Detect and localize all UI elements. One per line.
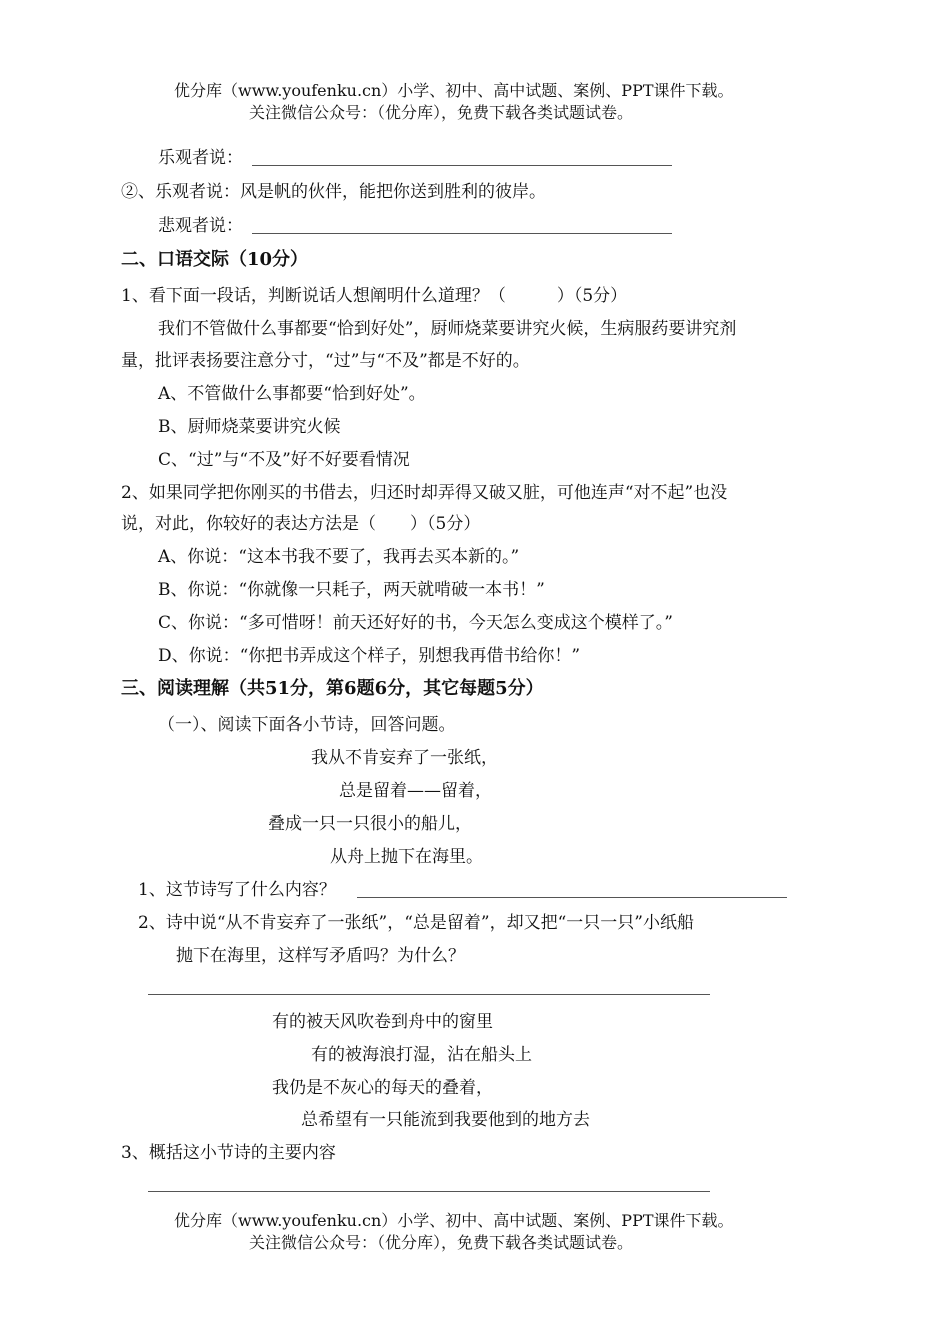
option-b: B、厨师烧菜要讲究火候 [158,417,341,437]
question-2-1: 1、看下面一段话，判断说话人想阐明什么道理？（ ）（5分） [121,286,628,306]
subsection-1: （一）、阅读下面各小节诗，回答问题。 [158,715,456,735]
pessimist-answer-blank[interactable] [252,233,672,234]
poem-2-line-1: 有的被天风吹卷到舟中的窗里 [272,1012,493,1032]
item-2: ②、乐观者说：风是帆的伙伴，能把你送到胜利的彼岸。 [121,182,546,202]
option-a: A、不管做什么事都要“恰到好处”。 [158,384,426,404]
section-2-title: 二、口语交际（10分） [121,249,309,270]
footer-line-2: 关注微信公众号：（优分库），免费下载各类试题试卷。 [249,1233,634,1252]
question-2-2-line-2: 说，对此，你较好的表达方法是（ ）（5分） [121,514,481,534]
header-line-2: 关注微信公众号：（优分库），免费下载各类试题试卷。 [249,103,634,122]
poem-1-line-1: 我从不肯妄弃了一张纸， [311,748,498,768]
question-3-2-line-1: 2、诗中说“从不肯妄弃了一张纸”，“总是留着”，却又把“一只一只”小纸船 [138,913,694,933]
pessimist-label: 悲观者说： [158,216,243,236]
poem-2-line-2: 有的被海浪打湿，沾在船头上 [311,1045,532,1065]
section-3-title: 三、阅读理解（共51分，第6题6分，其它每题5分） [121,678,544,699]
poem-1-line-2: 总是留着——留着， [339,781,492,801]
passage-line-2: 量，批评表扬要注意分寸，“过”与“不及”都是不好的。 [121,351,530,371]
question-2-2-line-1: 2、如果同学把你刚买的书借去，归还时却弄得又破又脏，可他连声“对不起”也没 [121,483,728,503]
poem-1-line-3: 叠成一只一只很小的船儿， [268,814,472,834]
poem-2-line-4: 总希望有一只能流到我要他到的地方去 [301,1110,590,1130]
option-d: D、你说：“你把书弄成这个样子，别想我再借书给你！” [158,646,581,666]
question-3-3-answer-blank[interactable] [148,1191,710,1192]
optimist-answer-blank[interactable] [252,165,672,166]
option-c: C、“过”与“不及”好不好要看情况 [158,450,410,470]
poem-2-line-3: 我仍是不灰心的每天的叠着， [272,1078,493,1098]
question-3-3: 3、概括这小节诗的主要内容 [121,1143,336,1163]
option-b: B、你说：“你就像一只耗子，两天就啃破一本书！” [158,580,545,600]
option-c: C、你说：“多可惜呀！前天还好好的书，今天怎么变成这个模样了。” [158,613,673,633]
optimist-label: 乐观者说： [158,148,243,168]
poem-1-line-4: 从舟上抛下在海里。 [330,847,483,867]
passage-line-1: 我们不管做什么事都要“恰到好处”，厨师烧菜要讲究火候，生病服药要讲究剂 [158,319,737,339]
question-3-2-answer-blank[interactable] [148,994,710,995]
question-3-2-line-2: 抛下在海里，这样写矛盾吗？为什么？ [176,946,465,966]
footer-line-1: 优分库（www.youfenku.cn）小学、初中、高中试题、案例、PPT课件下载。 [174,1211,734,1230]
question-3-1: 1、这节诗写了什么内容？ [138,880,336,900]
option-a: A、你说：“这本书我不要了，我再去买本新的。” [158,547,520,567]
question-3-1-answer-blank[interactable] [357,897,787,898]
header-line-1: 优分库（www.youfenku.cn）小学、初中、高中试题、案例、PPT课件下载。 [174,81,734,100]
